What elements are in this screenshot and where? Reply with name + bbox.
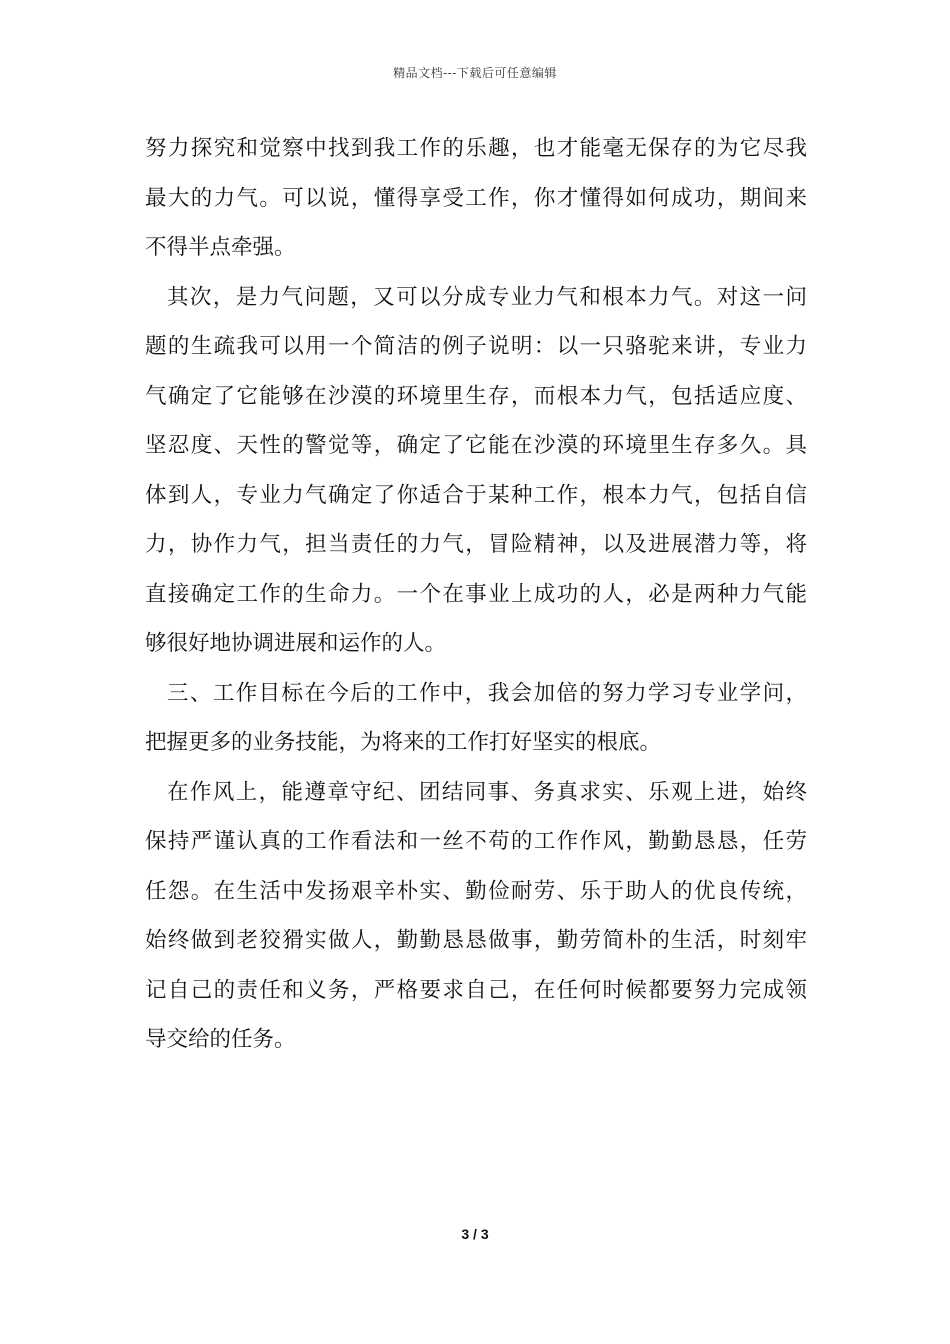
text-line: 保持严谨认真的工作看法和一丝不苟的工作作风，勤勤恳恳，任劳 (145, 829, 807, 854)
text-line: 直接确定工作的生命力。一个在事业上成功的人，必是两种力气能 (145, 581, 807, 607)
text-line: 记自己的责任和义务，严格要求自己，在任何时候都要努力完成领 (145, 977, 807, 1003)
page-header: 精品文档---下载后可任意编辑 (393, 66, 557, 80)
text-line: 把握更多的业务技能，为将来的工作打好坚实的根底。 (145, 730, 662, 755)
paragraph (145, 669, 807, 768)
text-line: 任怨。在生活中发扬艰辛朴实、勤俭耐劳、乐于助人的优良传统， (145, 878, 807, 904)
paragraph (145, 768, 807, 1065)
document-body (145, 124, 807, 1065)
text-line: 努力探究和觉察中找到我工作的乐趣，也才能毫无保存的为它尽我 (145, 136, 807, 161)
text-line: 导交给的任务。 (145, 1027, 296, 1052)
text-line: 最大的力气。可以说，懂得享受工作，你才懂得如何成功，期间来 (145, 185, 807, 211)
text-line: 不得半点牵强。 (145, 235, 296, 260)
text-line: 气确定了它能够在沙漠的环境里生存，而根本力气，包括适应度、 (145, 383, 807, 409)
text-line: 够很好地协调进展和运作的人。 (145, 631, 447, 656)
text-line: 体到人，专业力气确定了你适合于某种工作，根本力气，包括自信 (145, 482, 807, 508)
text-line: 坚忍度、天性的警觉等，确定了它能在沙漠的环境里生存多久。具 (145, 433, 807, 458)
text-line: 其次，是力气问题，又可以分成专业力气和根本力气。对这一问 (167, 284, 807, 310)
text-line: 三、工作目标在今后的工作中，我会加倍的努力学习专业学问， (167, 680, 807, 706)
text-line: 始终做到老狡猾实做人，勤勤恳恳做事，勤劳简朴的生活，时刻牢 (145, 928, 807, 953)
paragraph (145, 124, 807, 273)
page-number: 3 / 3 (461, 1226, 489, 1242)
text-line: 题的生疏我可以用一个简洁的例子说明：以一只骆驼来讲，专业力 (145, 334, 807, 359)
text-line: 在作风上，能遵章守纪、团结同事、务真求实、乐观上进，始终 (167, 779, 807, 805)
paragraph (145, 273, 807, 669)
text-line: 力，协作力气，担当责任的力气，冒险精神，以及进展潜力等，将 (145, 532, 807, 557)
